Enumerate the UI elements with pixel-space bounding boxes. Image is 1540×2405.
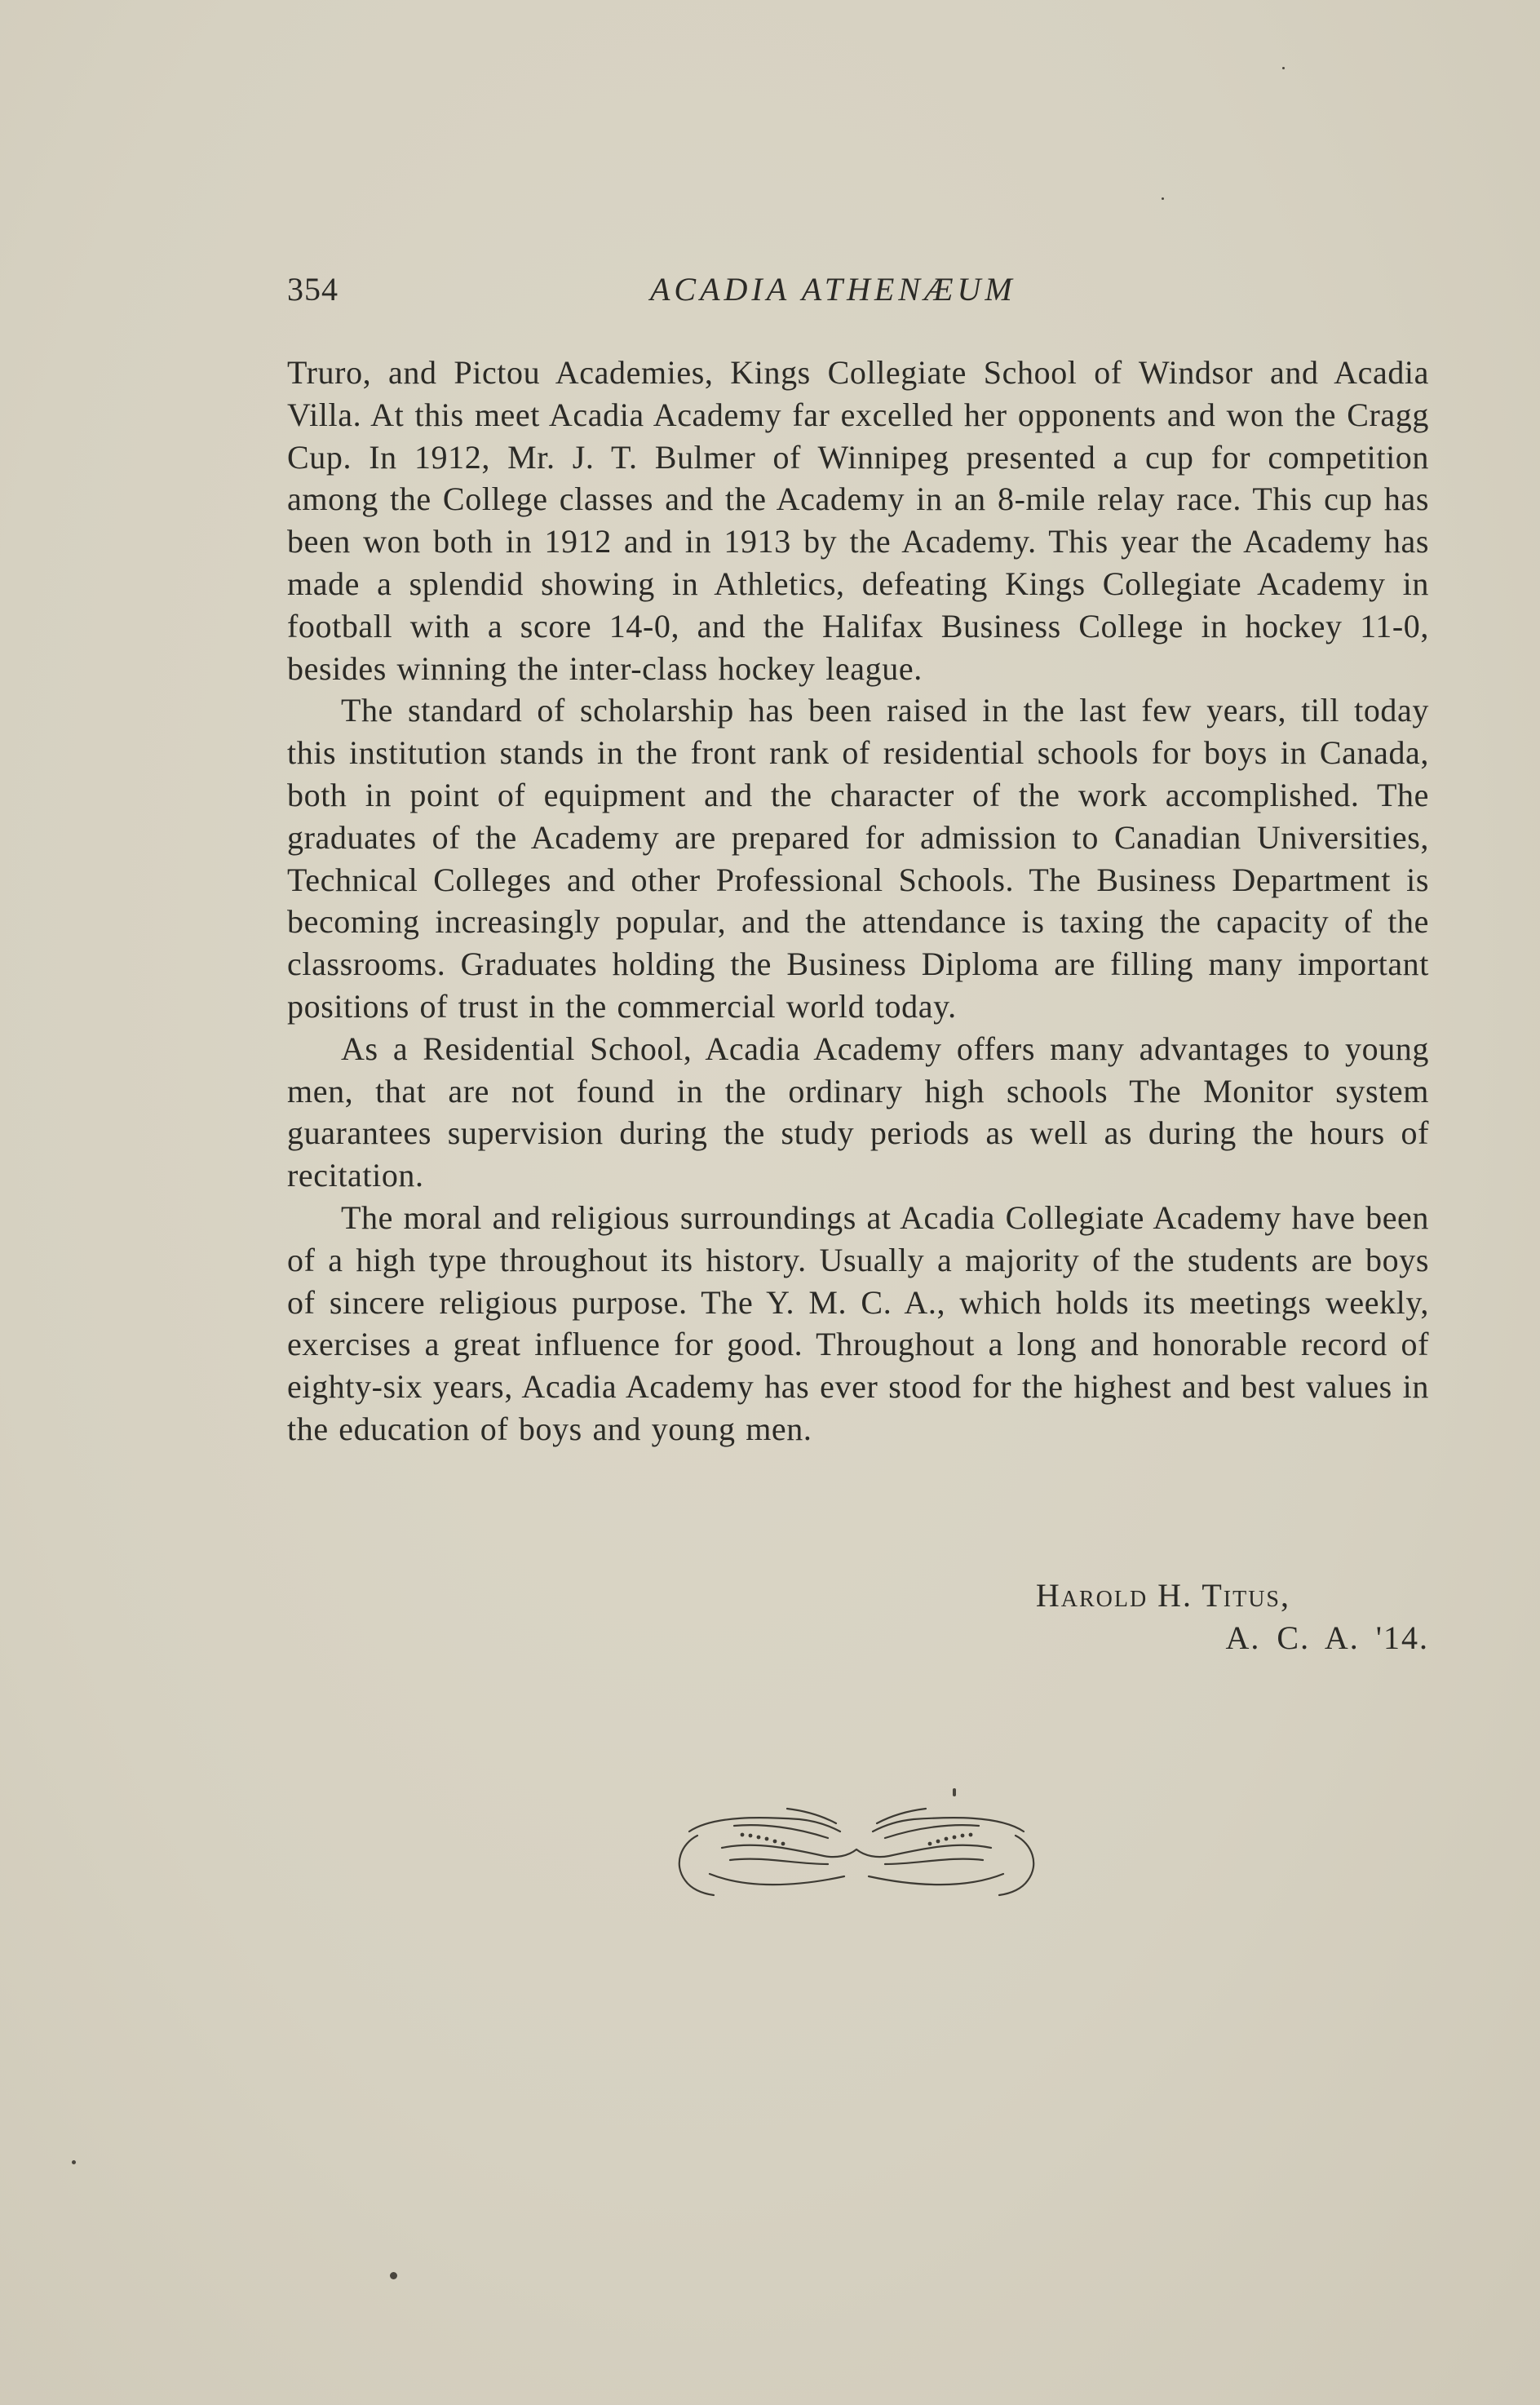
paper-speck	[953, 1788, 956, 1796]
decorative-flourish-ornament	[665, 1799, 1048, 1905]
paper-speck	[1162, 197, 1164, 200]
paper-speck	[390, 2272, 397, 2279]
running-head	[287, 265, 1429, 314]
paper-speck	[72, 2160, 76, 2164]
paragraph-residential: As a Residential School, Acadia Academy offers many advantages to young men, that are not found in the ordinary high schools The Monitor system guarantees supervision during the study periods as well as during the hours of recitation.	[287, 1030, 1429, 1194]
paragraph-scholarship: The standard of scholarship has been raised in the last few years, till today this institution stands in the front rank of residential schools for boys in Canada, both in point of equipment and the character of the work accomplished. The graduates of the Academy are prepared for admission to Canadian Universities, Technical Colleges and other Professional Schools. The Business Department is becoming increasingly popular, and the attendance is taxing the capacity of the classrooms. Graduates holding the Business Diploma are filling many important positions of trust in the commercial world today.	[287, 692, 1429, 1025]
author-name: Harold H. Titus,	[1035, 1577, 1290, 1614]
page-number: 354	[287, 271, 339, 308]
author-affiliation: A. C. A. '14.	[1225, 1619, 1429, 1656]
paragraph-religious: The moral and religious surroundings at Acadia Collegiate Academy have been of a high type throughout its history. Usually a majority of the students are boys of sincere religious purpose. The Y. M. C. A., which holds its meetings weekly, exercises a great influence for good. Throughout a long and honorable record of eighty-six years, Acadia Academy has ever stood for the highest and best values in the education of boys and young men.	[287, 1198, 1429, 1447]
paragraph-athletics: Truro, and Pictou Academies, Kings Collegiate School of Windsor and Acadia Villa. At this meet Acadia Academy far excelled her opponents and won the Cragg Cup. In 1912, Mr. J. T. Bulmer of Winnipeg presented a cup for competition among the College classes and the Academy in an 8-mile relay race. This cup has been won both in 1912 and in 1913 by the Academy. This year the Academy has made a splendid showing in Athletics, defeating Kings Collegiate Academy in football with a score 14-0, and the Halifax Business College in hockey 11-0, besides winning the inter-class hockey league.	[287, 354, 1429, 687]
paper-speck	[1282, 67, 1285, 69]
journal-title: ACADIA ATHENÆUM	[650, 271, 1016, 308]
article-body	[287, 352, 1429, 1451]
